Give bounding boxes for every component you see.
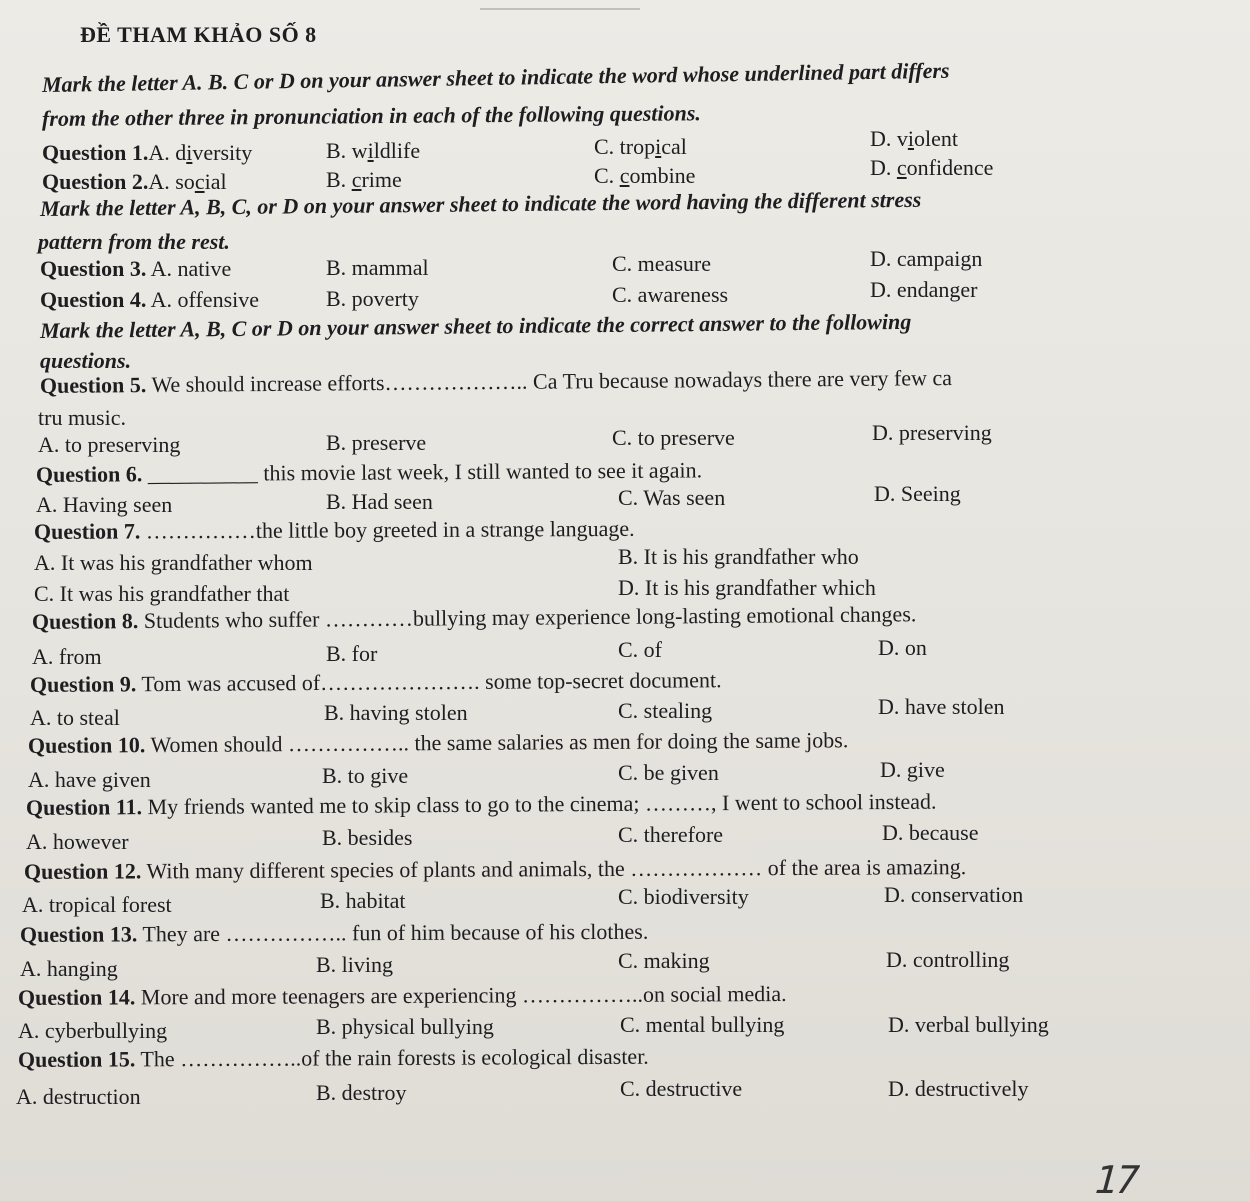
question-4-option-d: D. endanger: [870, 277, 978, 302]
question-6-option-b: B. Had seen: [326, 489, 433, 514]
question-2-option-c: C. combine: [594, 163, 696, 188]
question-14-stem: Question 14. More and more teenagers are experiencing ……………..on social media.: [17, 980, 787, 1010]
question-13-option-b: B. living: [316, 952, 394, 977]
question-7-option-c: C. It was his grandfather that: [34, 581, 290, 606]
question-9-option-d: D. have stolen: [878, 694, 1005, 719]
question-1-option-a: Question 1.A. diversity: [42, 140, 253, 165]
question-14-label: Question 14.: [17, 984, 136, 1010]
question-5-option-c: C. to preserve: [612, 425, 735, 450]
question-13-stem: Question 13. They are …………….. fun of him because of his clothes.: [19, 918, 649, 947]
question-13-label: Question 13.: [19, 921, 138, 947]
question-9-label: Question 9.: [29, 671, 137, 697]
question-12-stem: Question 12. With many different species of plants and animals, the ……………… of the area is amazing.: [23, 854, 967, 884]
question-12-label: Question 12.: [23, 858, 142, 884]
question-8-option-d: D. on: [878, 635, 927, 660]
question-4-option-a: Question 4. A. offensive: [40, 287, 260, 312]
question-12-option-b: B. habitat: [320, 888, 406, 913]
question-3-option-a: Question 3. A. native: [40, 256, 232, 281]
question-9-option-a: A. to steal: [30, 705, 120, 730]
question-9-stem: Question 9. Tom was accused of…………………. some top-secret document.: [29, 667, 722, 697]
top-rule: [480, 0, 640, 10]
question-11-option-b: B. besides: [322, 825, 413, 850]
question-13-option-d: D. controlling: [886, 947, 1010, 972]
instruction-correct-line2: questions.: [40, 348, 132, 373]
question-3-option-b: B. mammal: [326, 255, 429, 280]
instruction-stress-line1: Mark the letter A, B, C, or D on your answer sheet to indicate the word having the different stress: [39, 186, 922, 221]
page-title: ĐỀ THAM KHẢO SỐ 8: [80, 22, 317, 47]
question-10-option-c: C. be given: [618, 760, 719, 785]
question-4-option-b: B. poverty: [326, 286, 419, 311]
page-number: 17: [1089, 1158, 1142, 1202]
question-3-label: Question 3.: [40, 256, 147, 281]
question-5-option-b: B. preserve: [326, 430, 427, 455]
question-3-option-c: C. measure: [612, 251, 711, 276]
question-11-option-d: D. because: [882, 820, 979, 845]
question-5-option-d: D. preserving: [872, 420, 992, 445]
question-10-label: Question 10.: [27, 732, 146, 758]
question-12-option-a: A. tropical forest: [22, 892, 172, 917]
question-7-option-d: D. It is his grandfather which: [618, 575, 876, 600]
question-15-label: Question 15.: [17, 1046, 136, 1072]
question-6-option-d: D. Seeing: [874, 481, 961, 506]
question-10-option-b: B. to give: [322, 763, 409, 788]
instruction-pronunciation-line2: from the other three in pronunciation in each of the following questions.: [41, 100, 701, 131]
question-8-option-c: C. of: [618, 637, 662, 662]
question-8-label: Question 8.: [31, 608, 139, 634]
question-1-option-c: C. tropical: [594, 134, 687, 159]
question-15-stem: Question 15. The ……………..of the rain forests is ecological disaster.: [17, 1043, 649, 1072]
question-4-option-c: C. awareness: [612, 282, 729, 307]
instruction-correct-line1: Mark the letter A, B, C or D on your answer sheet to indicate the correct answer to the following: [39, 308, 912, 343]
question-8-option-a: A. from: [32, 644, 102, 669]
question-14-option-a: A. cyberbullying: [18, 1018, 168, 1043]
question-2-option-b: B. crime: [326, 167, 402, 192]
question-15-option-c: C. destructive: [620, 1076, 743, 1101]
question-1-option-d: D. violent: [870, 126, 959, 151]
question-8-stem: Question 8. Students who suffer …………bullying may experience long-lasting emotional changes.: [31, 601, 917, 634]
question-12-option-d: D. conservation: [884, 882, 1024, 907]
question-7-stem: Question 7. ……………the little boy greeted in a strange language.: [33, 515, 635, 544]
question-10-option-a: A. have given: [28, 767, 151, 792]
question-11-stem: Question 11. My friends wanted me to skip class to go to the cinema; ………, I went to school instead.: [25, 788, 937, 820]
question-14-option-d: D. verbal bullying: [888, 1012, 1049, 1037]
question-6-label: Question 6.: [35, 461, 143, 487]
question-11-label: Question 11.: [25, 794, 143, 820]
question-14-option-c: C. mental bullying: [620, 1012, 785, 1037]
question-7-option-a: A. It was his grandfather whom: [34, 550, 313, 575]
question-8-option-b: B. for: [326, 641, 378, 666]
question-12-option-c: C. biodiversity: [618, 884, 749, 909]
question-7-label: Question 7.: [33, 518, 141, 544]
question-5-stem: Question 5. We should increase efforts……………….. Ca Tru because nowadays there are very few ca: [39, 365, 953, 398]
question-10-option-d: D. give: [880, 757, 945, 782]
question-4-label: Question 4.: [40, 287, 147, 312]
question-5-label: Question 5.: [39, 372, 147, 398]
question-7-option-b: B. It is his grandfather who: [618, 544, 859, 569]
question-15-option-b: B. destroy: [316, 1080, 407, 1105]
instruction-stress-line2: pattern from the rest.: [38, 229, 230, 254]
question-15-option-d: D. destructively: [888, 1076, 1029, 1101]
question-2-option-d: D. confidence: [870, 155, 994, 180]
question-2-label: Question 2.: [42, 169, 149, 194]
question-13-option-a: A. hanging: [20, 956, 118, 981]
question-5-option-a: A. to preserving: [38, 432, 181, 457]
question-5-stem-continued: tru music.: [38, 405, 126, 430]
question-11-option-a: A. however: [26, 829, 129, 854]
question-1-option-b: B. wildlife: [326, 138, 421, 163]
instruction-pronunciation-line1: Mark the letter A. B. C or D on your answer sheet to indicate the word whose underlined part differs: [41, 57, 950, 97]
question-6-stem: Question 6. __________ this movie last week, I still wanted to see it again.: [35, 457, 703, 487]
question-6-option-a: A. Having seen: [36, 492, 173, 517]
question-6-option-c: C. Was seen: [618, 485, 726, 510]
question-15-option-a: A. destruction: [16, 1084, 141, 1109]
question-9-option-b: B. having stolen: [324, 700, 468, 725]
question-9-option-c: C. stealing: [618, 698, 713, 723]
question-13-option-c: C. making: [618, 948, 710, 973]
question-3-option-d: D. campaign: [870, 246, 983, 271]
question-1-label: Question 1.: [42, 140, 149, 165]
question-14-option-b: B. physical bullying: [316, 1014, 494, 1039]
question-11-option-c: C. therefore: [618, 822, 724, 847]
question-10-stem: Question 10. Women should …………….. the same salaries as men for doing the same jobs.: [27, 727, 849, 758]
question-2-option-a: Question 2.A. social: [42, 169, 227, 194]
